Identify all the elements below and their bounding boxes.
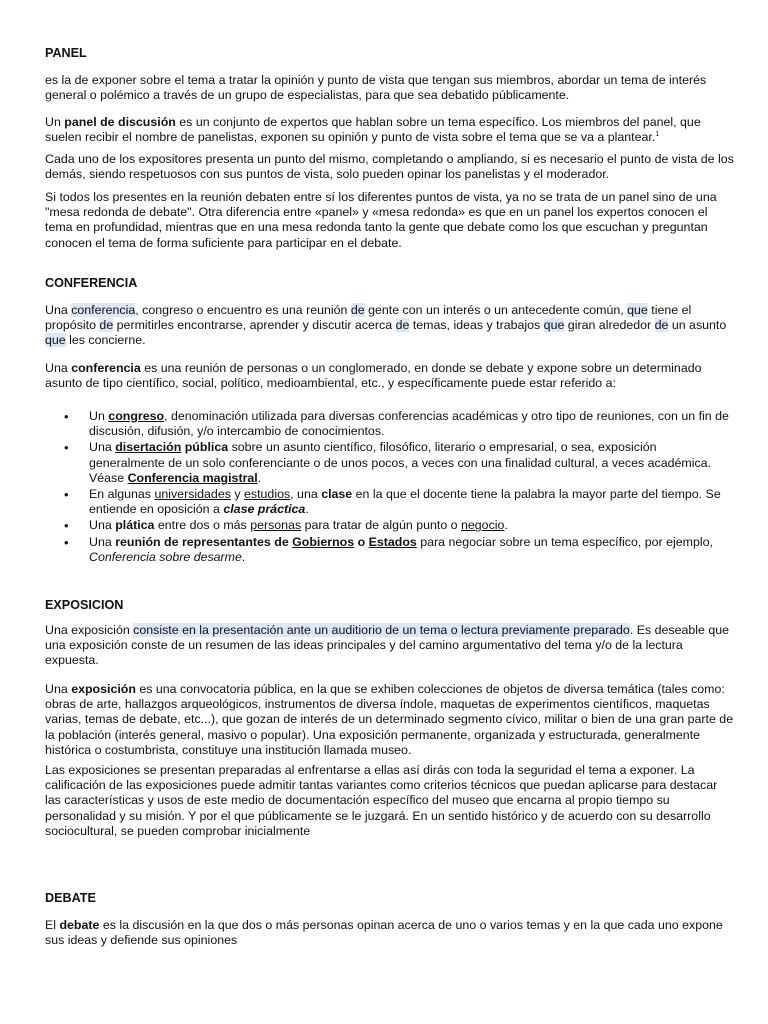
link-personas[interactable]: personas — [250, 518, 302, 533]
link-conferencia-magistral[interactable]: Conferencia magistral — [127, 470, 258, 485]
conferencia-paragraph-1: Una conferencia, congreso o encuentro es una reunión de gente con un interés o un antecedente común, que tiene el propósito de permitirles encontrarse, aprender y discutir acerca de temas, ideas y trabajos que giran alrededor de un asunto que les concierne. — [45, 303, 727, 348]
panel-paragraph-3: Cada uno de los expositores presenta un punto del mismo, completando o ampliando, si es necesario el punto de vista de los demás, siendo respetuosos con sus puntos de vista, solo pueden opinar los panelistas y el moderador. — [45, 152, 734, 182]
link-negocio[interactable]: negocio — [461, 518, 505, 533]
heading-debate: DEBATE — [45, 891, 96, 905]
link-estudios[interactable]: estudios — [244, 487, 291, 502]
list-item: • En algunas universidades y estudios, una clase en la que el docente tiene la palabra la mayor parte del tiempo. Se entiende en oposición a clase práctica. — [89, 487, 729, 517]
panel-paragraph-4: Si todos los presentes en la reunión debaten entre sí los diferentes puntos de vista, ya no se trata de un panel sino de una "mesa redonda de debate". Otra diferencia entre «panel» y «mesa redonda» es que en un panel los expertos conocen el tema en profundidad, mientras que en una mesa redonda tanto la gente que debate como los que escuchan y preguntan conocen el tema de forma suficiente para participar en el debate. — [45, 190, 717, 250]
exposicion-paragraph-3: Las exposiciones se presentan preparadas al enfrentarse a ellas así dirás con toda la seguridad el tema a exponer. La calificación de las exposiciones puede admitir tantas variantes como criterios técnicos que puedan aplicarse para destacar las características y usos de este medio de documentación específico del museo que encarna al propio tiempo su personalidad y su misión. Y por el que públicamente se le juzgará. En un sentido histórico y de acuerdo con su desarrollo sociocultural, se pueden comprobar inicialmente — [45, 763, 718, 838]
link-disertacion[interactable]: disertación — [115, 440, 182, 455]
link-estados[interactable]: Estados — [368, 534, 417, 549]
heading-panel: PANEL — [45, 46, 87, 60]
conferencia-paragraph-2: Una conferencia es una reunión de personas o un conglomerado, en donde se debate y expone sobre un determinado asunto de tipo científico, social, político, medioambiental, etc., y específicamente puede estar referido a: — [45, 361, 702, 391]
panel-paragraph-2: Un panel de discusión es un conjunto de expertos que hablan sobre un tema específico. Los miembros del panel, que suelen recibir el nombre de panelistas, exponen su opinión y punto de vista sobre el tema que se va a plantear.$^1$ — [45, 115, 701, 145]
heading-exposicion: EXPOSICION — [45, 598, 124, 612]
conferencia-list — [89, 409, 729, 566]
link-gobiernos[interactable]: Gobiernos — [292, 534, 355, 549]
list-item: • Un congreso, denominación utilizada para diversas conferencias académicas y otro tipo de reuniones, con un fin de discusión, difusión, y/o intercambio de conocimientos. — [89, 409, 729, 439]
link-congreso[interactable]: congreso — [108, 409, 165, 423]
debate-paragraph-1: El debate es la discusión en la que dos o más personas opinan acerca de uno o varios temas y en la que cada uno expone sus ideas y defiende sus opiniones — [45, 918, 723, 948]
exposicion-paragraph-2: Una exposición es una convocatoria pública, en la que se exhiben colecciones de objetos de diversa temática (tales como: obras de arte, hallazgos arqueológicos, instrumentos de diversa índole, maquetas de experimentos científicos, maquetas varias, temas de debate, etc...), que gozan de interés de un determinado segmento cívico, militar o bien de una gran parte de la población (interés general, masivo o popular). Una exposición permanente, organizada y estructurada, generalmente histórica o costumbrista, constituye una institución llamada museo. — [45, 682, 734, 757]
exposicion-paragraph-1: Una exposición consiste en la presentación ante un auditiorio de un tema o lectura previamente preparado. Es deseable que una exposición conste de un resumen de las ideas principales y del camino argumentativo del tema y/o de la lectura expuesta. — [45, 623, 730, 668]
list-item: • Una reunión de representantes de Gobiernos o Estados para negociar sobre un tema específico, por ejemplo, Conferencia sobre desarme. — [89, 535, 729, 565]
footnote-marker[interactable]: 1 — [655, 131, 660, 139]
list-item: • Una disertación pública sobre un asunto científico, filosófico, literario o empresarial, o sea, exposición generalmente de un solo conferenciante o de unos pocos, a veces con una finalidad cultural, a veces académica. Véase Conferencia magistral. — [89, 440, 729, 486]
heading-conferencia: CONFERENCIA — [45, 276, 138, 290]
link-universidades[interactable]: universidades — [154, 487, 231, 502]
list-item: • Una plática entre dos o más personas para tratar de algún punto o negocio. — [89, 518, 729, 533]
panel-paragraph-1: es la de exponer sobre el tema a tratar la opinión y punto de vista que tengan sus miembros, abordar un tema de interés general o polémico a través de un grupo de especialistas, para que sea debatido públicamente. — [45, 73, 707, 103]
